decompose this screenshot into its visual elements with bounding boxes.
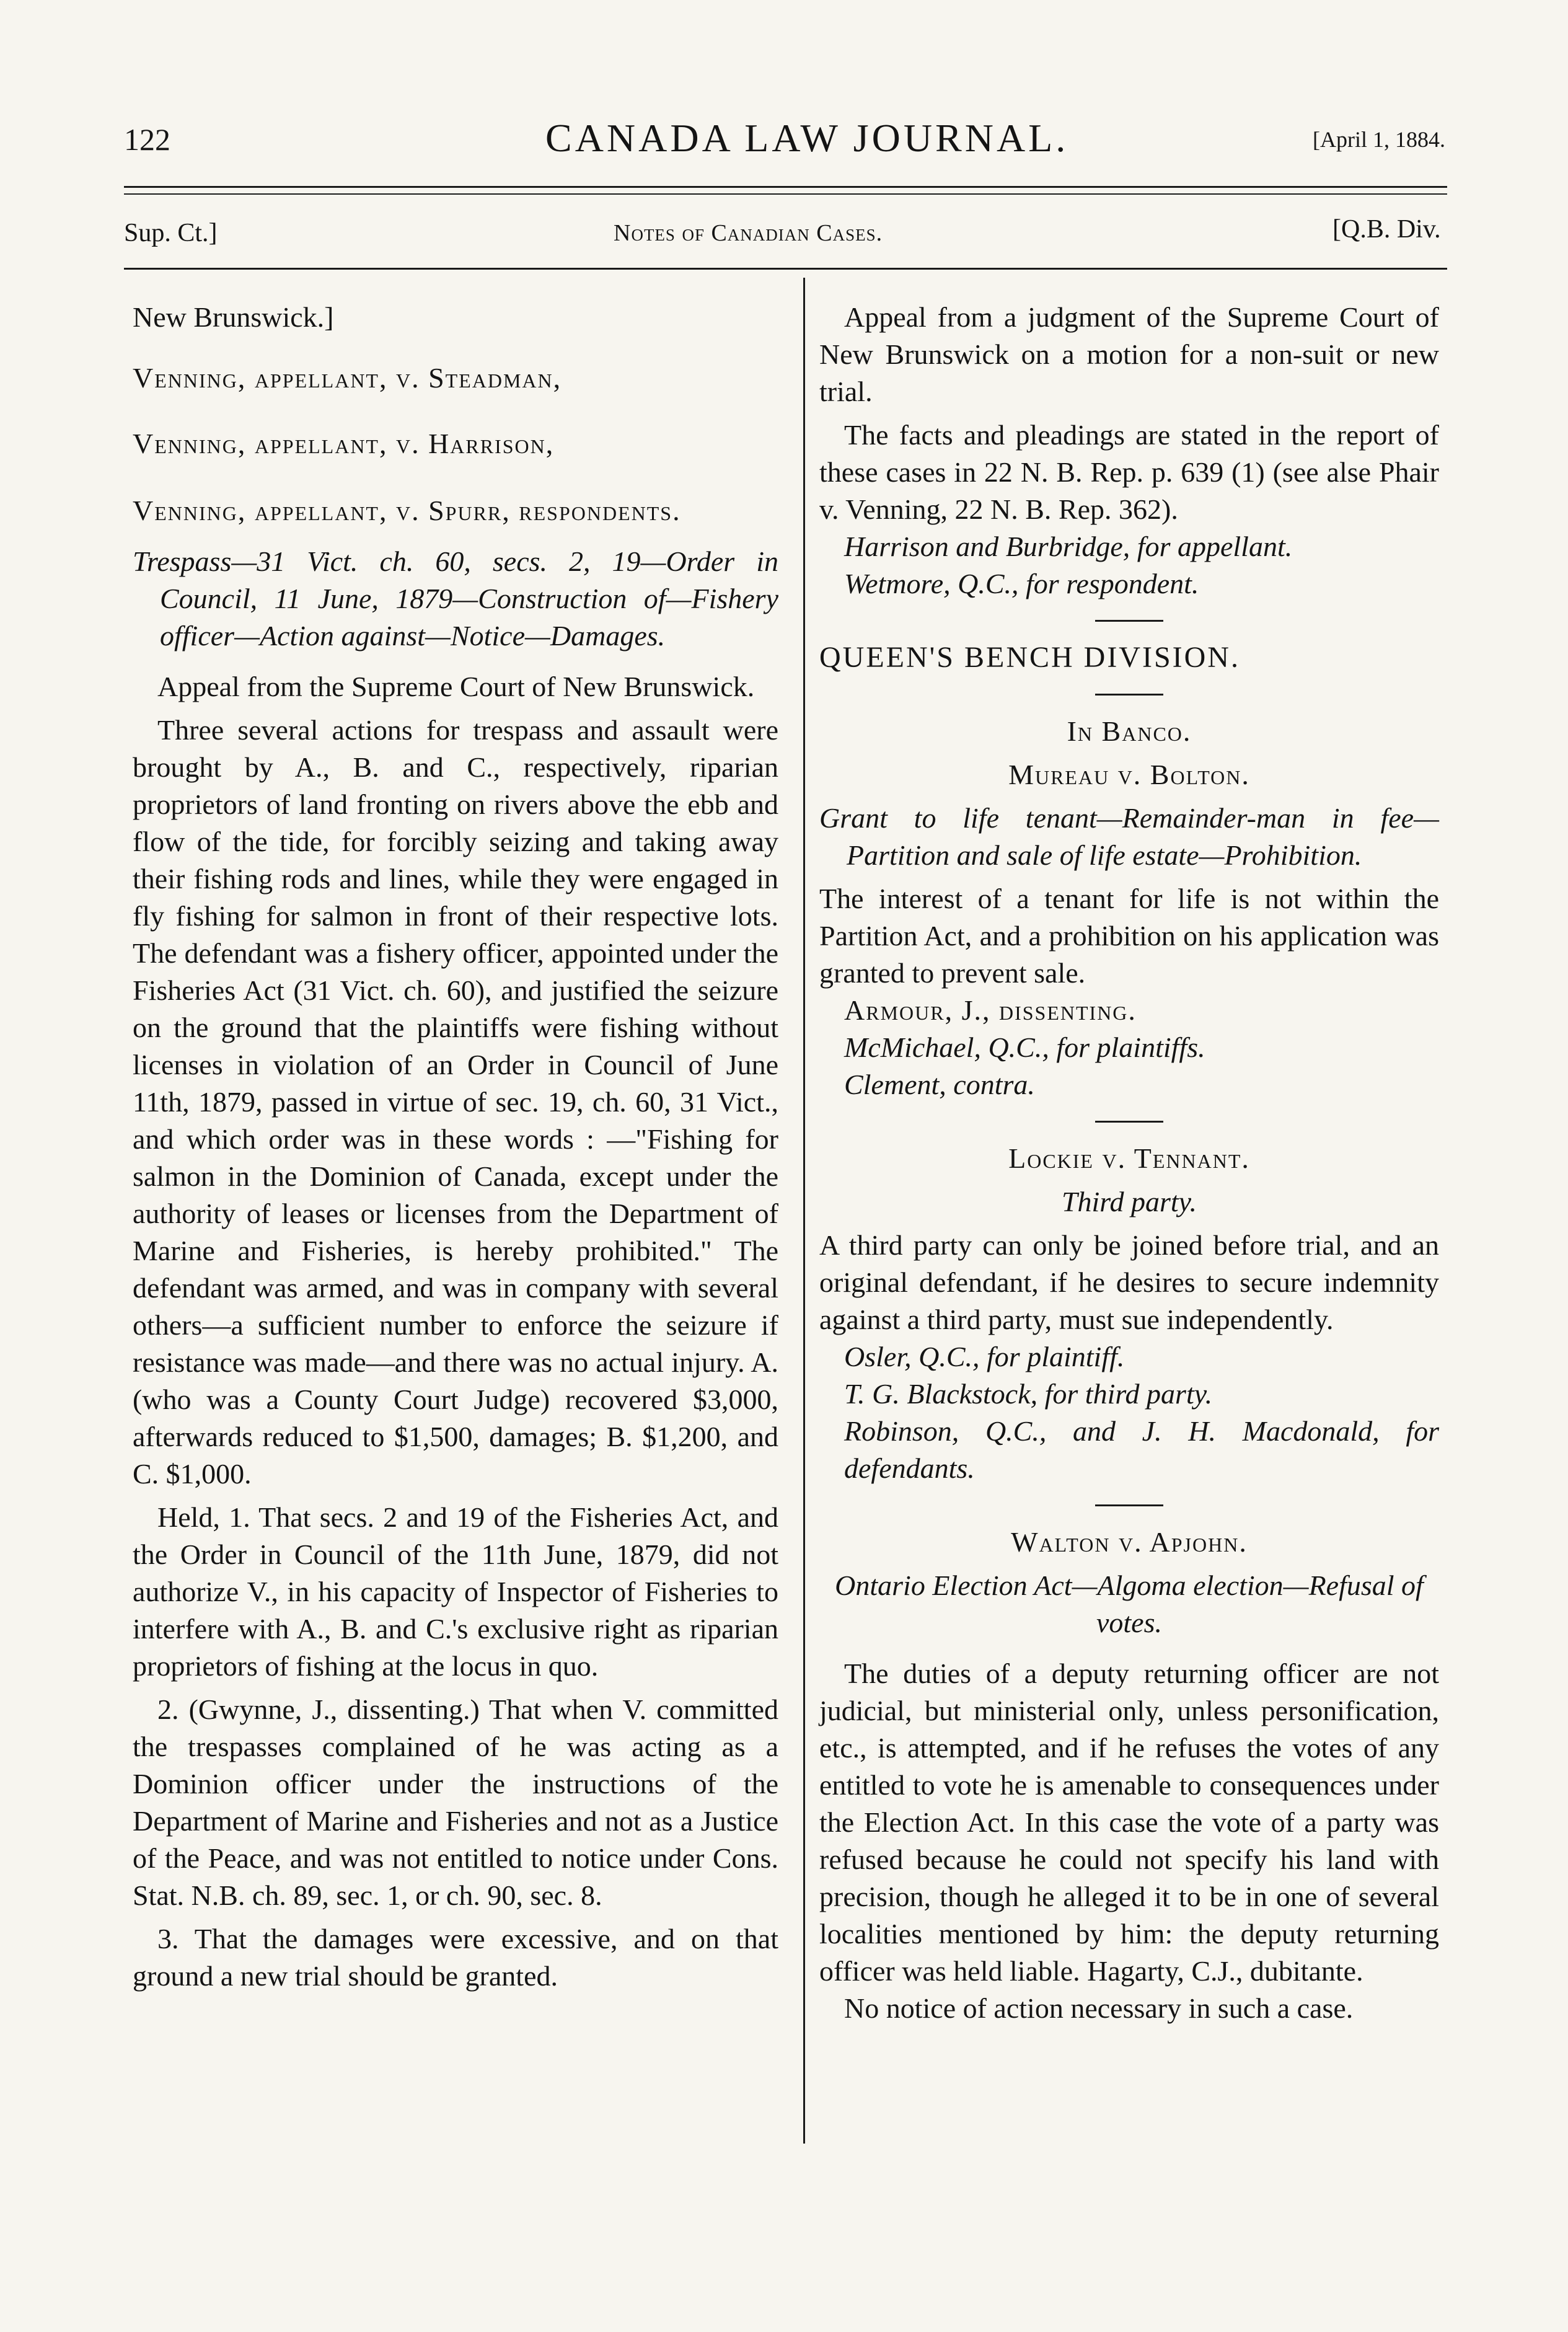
case-title-harrison: Venning, appellant, v. Harrison, <box>133 428 555 459</box>
left-column <box>133 299 778 1995</box>
header-rule-double <box>124 193 1447 195</box>
case-title-walton: Walton v. Apjohn. <box>1011 1526 1248 1558</box>
case-rule <box>1095 1121 1163 1123</box>
case-title-steadman: Venning, appellant, v. Steadman, <box>133 362 562 394</box>
holding-2: 2. (Gwynne, J., dissenting.) That when V. committed the trespasses complained of he was acting as a Dominion officer under the instructions of the Department of Marine and Fisheries and not as a Justice of the Peace, and was not entitled to notice under Cons. Stat. N.B. ch. 89, sec. 1, or ch. 90, sec. 8. <box>133 1694 778 1911</box>
right-column <box>819 299 1439 2027</box>
section-title: QUEEN'S BENCH DIVISION. <box>819 641 1240 674</box>
holding-3: 3. That the damages were excessive, and on that ground a new trial should be granted. <box>133 1923 778 1992</box>
case-rule <box>1095 1504 1163 1506</box>
court-label-right: [Q.B. Div. <box>1332 215 1441 244</box>
subheader-rule <box>124 268 1447 270</box>
lockie-headnote: Third party. <box>1061 1186 1197 1217</box>
venning-counsel-appellant: Harrison and Burbridge, for appellant. <box>844 531 1293 562</box>
case-title-spurr: Venning, appellant, v. Spurr, respondents. <box>133 495 681 526</box>
header-rule-top <box>124 186 1447 188</box>
section-rule <box>1095 694 1163 696</box>
mureau-body: The interest of a tenant for life is not within the Partition Act, and a prohibition on his application was granted to prevent sale. <box>819 883 1439 989</box>
holding-1: Held, 1. That secs. 2 and 19 of the Fisheries Act, and the Order in Council of the 11th June, 1879, did not authorize V., in his capacity of Inspector of Fisheries to interfere with A., B. and C.'s exclusive right as riparian proprietors of fishing at the locus in quo. <box>133 1501 778 1682</box>
case-title-lockie: Lockie v. Tennant. <box>1008 1142 1250 1174</box>
walton-headnote: Ontario Election Act—Algoma election—Refusal of votes. <box>835 1570 1424 1638</box>
section-label: Notes of Canadian Cases. <box>614 220 883 246</box>
walton-last: No notice of action necessary in such a case. <box>844 1992 1354 2024</box>
venning-appeal: Appeal from a judgment of the Supreme Court of New Brunswick on a motion for a non-suit or new trial. <box>819 301 1439 407</box>
venning-facts: The facts and pleadings are stated in the report of these cases in 22 N. B. Rep. p. 639 (1) (see alse Phair v. Venning, 22 N. B. Rep. 362). <box>819 419 1439 525</box>
appeal-note: Appeal from the Supreme Court of New Brunswick. <box>157 671 755 702</box>
in-banco-label: In Banco. <box>1067 715 1192 747</box>
issue-date: [April 1, 1884. <box>1313 127 1445 152</box>
mureau-dissent: Armour, J., dissenting. <box>844 994 1137 1026</box>
section-rule <box>1095 620 1163 622</box>
lockie-counsel-defendants: Robinson, Q.C., and J. H. Macdonald, for defendants. <box>844 1415 1439 1484</box>
venning-counsel-respondent: Wetmore, Q.C., for respondent. <box>844 568 1199 599</box>
walton-body: The duties of a deputy returning officer are not judicial, but ministerial only, unless personification, etc., is attempted, and if he refuses the votes of any entitled to vote he is amenable to consequences under the Election Act. In this case the vote of a party was refused because he could not specify his land with precision, though he alleged it to be in one of several localities mentioned by him: the deputy returning officer was held liable. Hagarty, C.J., dubitante. <box>819 1658 1439 1987</box>
lockie-counsel-plaintiff: Osler, Q.C., for plaintiff. <box>844 1341 1125 1372</box>
lockie-body: A third party can only be joined before trial, and an original defendant, if he desires to secure indemnity against a third party, must sue independently. <box>819 1229 1439 1335</box>
mureau-headnote: Grant to life tenant—Remainder-man in fee—Partition and sale of life estate—Prohibition. <box>819 802 1439 871</box>
column-divider <box>803 278 805 2144</box>
page-number: 122 <box>124 122 170 157</box>
province-label: New Brunswick.] <box>133 301 334 333</box>
mureau-counsel-plaintiffs: McMichael, Q.C., for plaintiffs. <box>844 1031 1205 1063</box>
journal-title: CANADA LAW JOURNAL. <box>545 116 1069 160</box>
case-title-mureau: Mureau v. Bolton. <box>1008 759 1250 790</box>
facts-paragraph: Three several actions for trespass and assault were brought by A., B. and C., respectively, riparian proprietors of land fronting on rivers above the ebb and flow of the tide, for forcibly seizing and taking away their fishing rods and lines, while they were engaged in fly fishing for salmon in front of their respective lots. The defendant was a fishery officer, appointed under the Fisheries Act (31 Vict. ch. 60), and justified the seizure on the ground that the plaintiffs were fishing without licenses in violation of an Order in Council of June 11th, 1879, passed in virtue of sec. 19, ch. 60, 31 Vict., and which order was in these words : —"Fishing for salmon in the Dominion of Canada, except under the authority of leases or licenses from the Department of Marine and Fisheries, is hereby prohibited." The defendant was armed, and was in company with several others—a sufficient number to enforce the seizure if resistance was made—and there was no actual injury. A. (who was a County Court Judge) recovered $3,000, afterwards reduced to $1,500, damages; B. $1,200, and C. $1,000. <box>133 714 778 1490</box>
court-label-left: Sup. Ct.] <box>124 219 218 247</box>
mureau-counsel-contra: Clement, contra. <box>844 1069 1035 1100</box>
headnote: Trespass—31 Vict. ch. 60, secs. 2, 19—Order in Council, 11 June, 1879—Construction of—Fishery officer—Action against—Notice—Damages. <box>133 545 778 651</box>
lockie-counsel-third-party: T. G. Blackstock, for third party. <box>844 1378 1213 1410</box>
